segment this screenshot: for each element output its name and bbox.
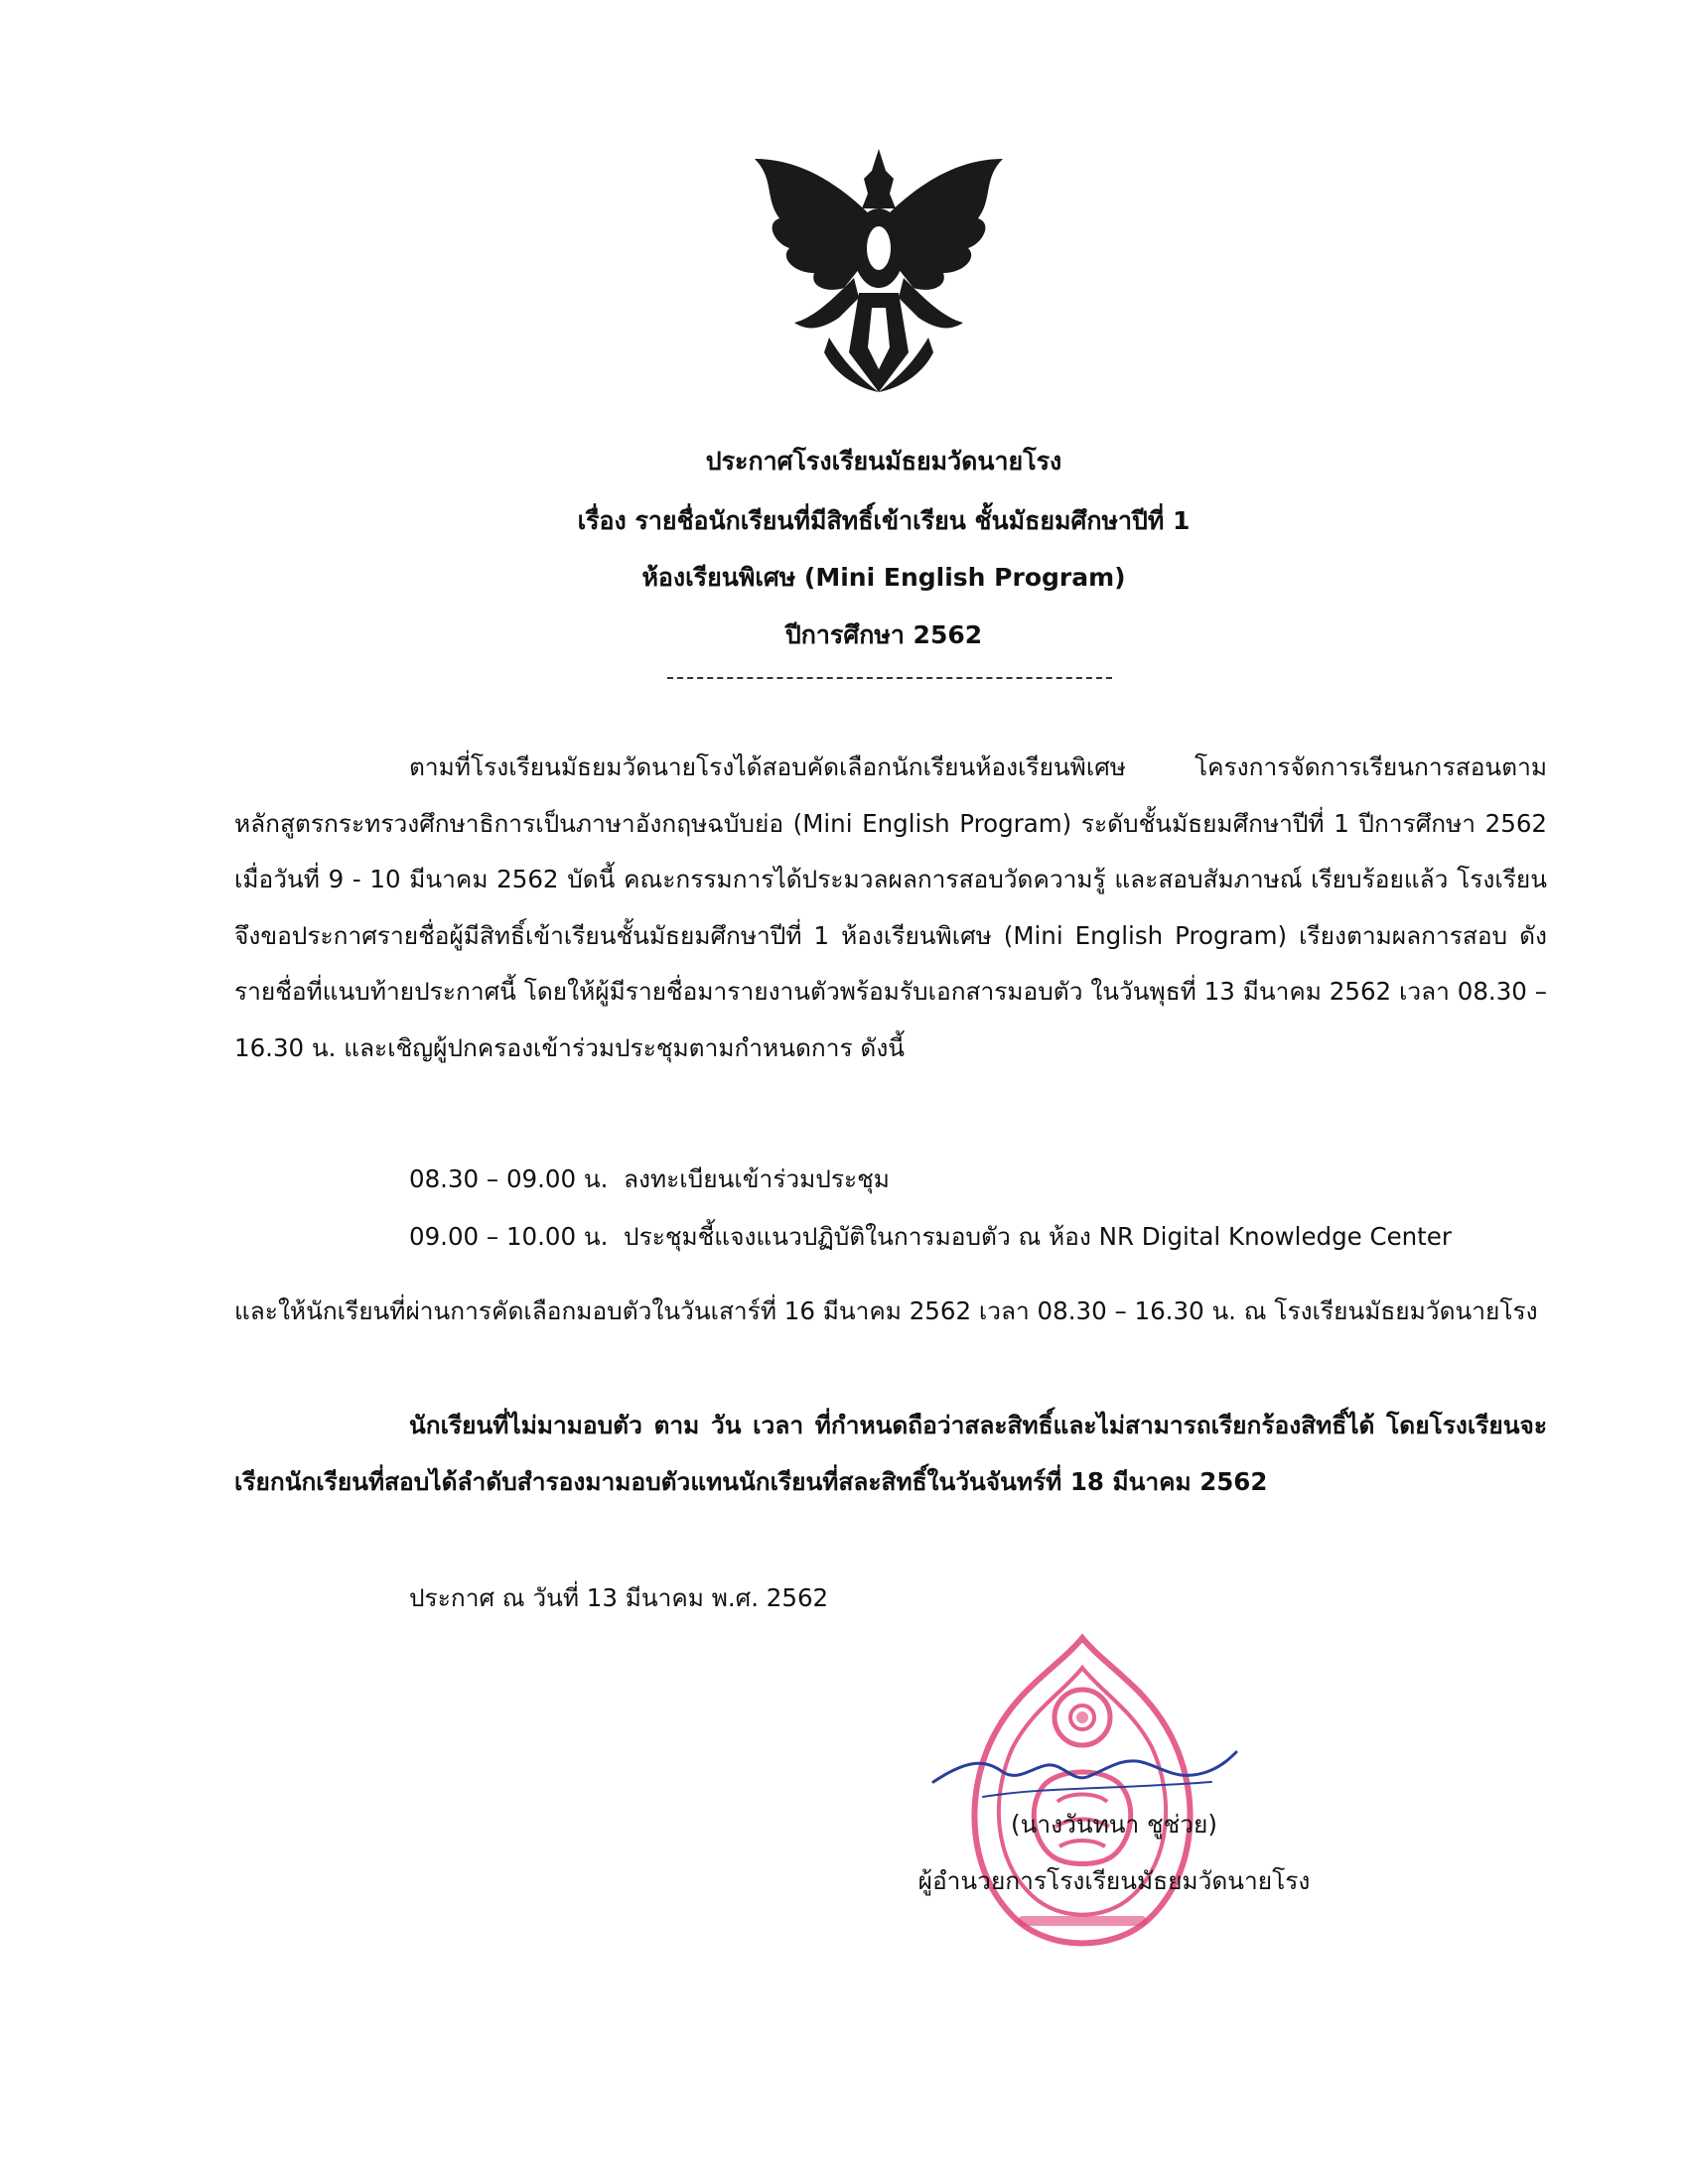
signatory-name: (นางวันทนา ชูช่วย) — [1011, 1810, 1217, 1839]
announce-date: ประกาศ ณ วันที่ 13 มีนาคม พ.ศ. 2562 — [409, 1583, 829, 1612]
schedule-item-1 — [409, 1160, 890, 1198]
announcement-title: ประกาศโรงเรียนมัธยมวัดนายโรง — [705, 447, 1062, 476]
schedule-activity: ลงทะเบียนเข้าร่วมประชุม — [624, 1164, 890, 1193]
body-paragraph-2: และให้นักเรียนที่ผ่านการคัดเลือกมอบตัวในวันเสาร์ที่ 16 มีนาคม 2562 เวลา 08.30 – 16.30 น. ณ โรงเรียนมัธยมวัดนายโรง — [234, 1297, 1538, 1325]
signatory-position: ผู้อำนวยการโรงเรียนมัธยมวัดนายโรง — [917, 1866, 1311, 1895]
schedule-item-2 — [409, 1217, 1452, 1256]
garuda-emblem-icon — [735, 149, 1023, 397]
announcement-subject: เรื่อง รายชื่อนักเรียนที่มีสิทธิ์เข้าเรียน ชั้นมัธยมศึกษาปีที่ 1 — [577, 506, 1191, 535]
signature-icon — [923, 1727, 1241, 1817]
body-paragraph-3: นักเรียนที่ไม่มามอบตัว ตาม วัน เวลา ที่กำหนดถือว่าสละสิทธิ์และไม่สามารถเรียกร้องสิทธิ์ได้ โดยโรงเรียนจะเรียกนักเรียนที่สอบได้ลำดับสำรองมามอบตัวแทนนักเรียนที่สละสิทธิ์ในวันจันทร์ที่ 18 มีนาคม 2562 — [234, 1411, 1547, 1496]
body-paragraph-1: ตามที่โรงเรียนมัธยมวัดนายโรงได้สอบคัดเลือกนักเรียนห้องเรียนพิเศษ โครงการจัดการเรียนการสอนตามหลักสูตรกระทรวงศึกษาธิการเป็นภาษาอังกฤษฉบับย่อ (Mini English Program) ระดับชั้นมัธยมศึกษาปีที่ 1 ปีการศึกษา 2562 เมื่อวันที่ 9 - 10 มีนาคม 2562 บัดนี้ คณะกรรมการได้ประมวลผลการสอบวัดความรู้ และสอบสัมภาษณ์ เรียบร้อยแล้ว โรงเรียนจึงขอประกาศรายชื่อผู้มีสิทธิ์เข้าเรียนชั้นมัธยมศึกษาปีที่ 1 ห้องเรียนพิเศษ (Mini English Program) เรียงตามผลการสอบ ดังรายชื่อที่แนบท้ายประกาศนี้ โดยให้ผู้มีรายชื่อมารายงานตัวพร้อมรับเอกสารมอบตัว ในวันพุธที่ 13 มีนาคม 2562 เวลา 08.30 – 16.30 น. และเชิญผู้ปกครองเข้าร่วมประชุมตามกำหนดการ ดังนี้ — [234, 752, 1547, 1062]
title-divider — [667, 677, 1112, 679]
schedule-time: 09.00 – 10.00 น. — [409, 1222, 609, 1251]
program-name: ห้องเรียนพิเศษ (Mini English Program) — [641, 563, 1126, 592]
schedule-time: 08.30 – 09.00 น. — [409, 1164, 609, 1193]
schedule-activity: ประชุมชี้แจงแนวปฏิบัติในการมอบตัว ณ ห้อง NR Digital Knowledge Center — [624, 1222, 1452, 1251]
academic-year: ปีการศึกษา 2562 — [784, 620, 983, 649]
